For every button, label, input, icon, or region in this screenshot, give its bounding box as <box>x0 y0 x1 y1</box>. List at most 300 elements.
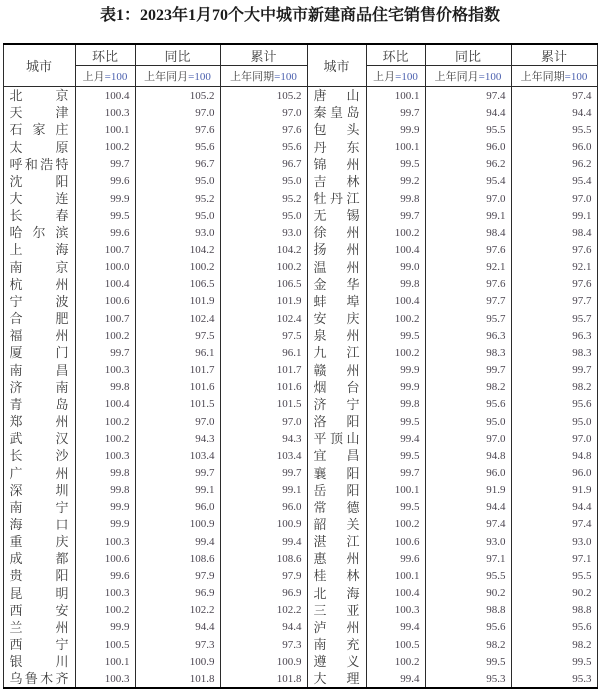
mom-value: 99.8 <box>366 396 425 413</box>
table-row <box>3 190 597 207</box>
base-value: =100 <box>564 71 588 83</box>
city-name: 唐山 <box>313 88 360 104</box>
city-name: 深圳 <box>9 482 69 498</box>
city-cell <box>3 516 75 533</box>
cum-value: 100.2 <box>220 259 307 276</box>
city-name: 宁波 <box>9 293 69 309</box>
cum-value: 95.3 <box>511 670 597 688</box>
mom-value: 100.7 <box>75 310 135 327</box>
city-name: 广州 <box>9 465 69 481</box>
base-yoy-right <box>425 66 511 87</box>
cum-value: 101.8 <box>220 670 307 688</box>
city-name: 上海 <box>9 242 69 258</box>
table-row <box>3 87 597 105</box>
mom-value: 100.6 <box>75 293 135 310</box>
yoy-value: 94.8 <box>425 447 511 464</box>
yoy-value: 94.3 <box>135 430 220 447</box>
yoy-value: 101.9 <box>135 293 220 310</box>
price-index-table <box>3 43 598 689</box>
city-cell <box>307 430 366 447</box>
city-cell <box>3 87 75 105</box>
mom-value: 99.8 <box>75 464 135 481</box>
mom-value: 99.7 <box>366 207 425 224</box>
city-name: 泉州 <box>313 328 360 344</box>
city-cell <box>307 173 366 190</box>
city-name: 济宁 <box>313 396 360 412</box>
yoy-value: 97.0 <box>425 190 511 207</box>
city-cell <box>3 241 75 258</box>
mom-value: 99.7 <box>75 344 135 361</box>
city-cell <box>307 293 366 310</box>
yoy-value: 95.0 <box>135 173 220 190</box>
yoy-value: 99.1 <box>135 482 220 499</box>
city-cell <box>3 259 75 276</box>
base-mom-right <box>366 66 425 87</box>
cum-value: 101.9 <box>220 293 307 310</box>
mom-value: 100.1 <box>366 138 425 155</box>
mom-value: 99.8 <box>366 276 425 293</box>
yoy-value: 96.1 <box>135 344 220 361</box>
mom-value: 99.5 <box>75 207 135 224</box>
mom-value: 100.2 <box>75 138 135 155</box>
cum-value: 99.5 <box>511 653 597 670</box>
cum-value: 93.0 <box>511 533 597 550</box>
mom-value: 100.3 <box>75 447 135 464</box>
cum-value: 95.4 <box>511 173 597 190</box>
city-name: 西宁 <box>9 637 69 653</box>
cum-value: 106.5 <box>220 276 307 293</box>
city-cell <box>307 619 366 636</box>
city-cell <box>3 585 75 602</box>
city-name: 吉林 <box>313 173 360 189</box>
base-label: 上年同月 <box>144 71 189 83</box>
city-cell <box>307 447 366 464</box>
city-name: 锦州 <box>313 156 360 172</box>
city-cell <box>307 207 366 224</box>
cum-value: 94.4 <box>511 104 597 121</box>
yoy-value: 95.2 <box>135 190 220 207</box>
cum-value: 96.9 <box>220 585 307 602</box>
city-cell <box>3 344 75 361</box>
mom-value: 99.6 <box>75 224 135 241</box>
mom-value: 100.1 <box>366 482 425 499</box>
yoy-value: 91.9 <box>425 482 511 499</box>
base-mom-left <box>75 66 135 87</box>
city-name: 太原 <box>9 139 69 155</box>
cum-value: 95.6 <box>220 138 307 155</box>
table-row <box>3 585 597 602</box>
table-row <box>3 293 597 310</box>
cum-value: 95.0 <box>511 413 597 430</box>
base-cum-left <box>220 66 307 87</box>
cum-value: 95.6 <box>511 396 597 413</box>
city-cell <box>307 190 366 207</box>
table-row <box>3 550 597 567</box>
table-row <box>3 379 597 396</box>
city-name: 重庆 <box>9 534 69 550</box>
base-value: =100 <box>104 71 128 83</box>
cum-value: 95.5 <box>511 567 597 584</box>
city-cell <box>3 430 75 447</box>
cum-value: 97.0 <box>220 104 307 121</box>
yoy-value: 97.5 <box>135 327 220 344</box>
yoy-value: 97.1 <box>425 550 511 567</box>
city-cell <box>3 327 75 344</box>
yoy-value: 96.9 <box>135 585 220 602</box>
table-row <box>3 619 597 636</box>
cum-value: 96.7 <box>220 156 307 173</box>
cum-value: 96.0 <box>511 138 597 155</box>
city-cell <box>307 653 366 670</box>
city-cell <box>3 310 75 327</box>
city-cell <box>3 104 75 121</box>
cum-value: 105.2 <box>220 87 307 105</box>
yoy-value: 90.2 <box>425 585 511 602</box>
city-name: 杭州 <box>9 276 69 292</box>
city-cell <box>3 464 75 481</box>
mom-value: 100.2 <box>75 327 135 344</box>
mom-value: 99.6 <box>366 550 425 567</box>
table-row <box>3 567 597 584</box>
yoy-value: 97.6 <box>425 276 511 293</box>
yoy-value: 100.2 <box>135 259 220 276</box>
city-cell <box>307 516 366 533</box>
city-name: 长沙 <box>9 448 69 464</box>
yoy-value: 96.3 <box>425 327 511 344</box>
mom-value: 99.4 <box>366 670 425 688</box>
city-name: 石家庄 <box>9 122 69 138</box>
mom-value: 100.2 <box>75 430 135 447</box>
cum-value: 97.0 <box>511 190 597 207</box>
city-name: 无锡 <box>313 208 360 224</box>
mom-value: 100.4 <box>366 293 425 310</box>
mom-value: 99.9 <box>366 121 425 138</box>
cum-value: 96.2 <box>511 156 597 173</box>
city-cell <box>3 156 75 173</box>
cum-value: 104.2 <box>220 241 307 258</box>
mom-value: 100.4 <box>75 396 135 413</box>
cum-value: 95.5 <box>511 121 597 138</box>
mom-value: 100.5 <box>75 636 135 653</box>
cum-value: 97.4 <box>511 516 597 533</box>
mom-value: 100.2 <box>366 516 425 533</box>
yoy-value: 94.4 <box>425 104 511 121</box>
city-cell <box>307 241 366 258</box>
city-name: 北海 <box>313 585 360 601</box>
base-label: 上年同期 <box>520 71 565 83</box>
yoy-value: 100.9 <box>135 653 220 670</box>
city-cell <box>307 396 366 413</box>
cum-value: 97.9 <box>220 567 307 584</box>
table-row <box>3 447 597 464</box>
mom-value: 99.6 <box>75 567 135 584</box>
yoy-value: 95.3 <box>425 670 511 688</box>
mom-value: 99.8 <box>75 482 135 499</box>
yoy-value: 95.0 <box>425 413 511 430</box>
table-row <box>3 138 597 155</box>
mom-value: 99.9 <box>366 362 425 379</box>
yoy-value: 93.0 <box>425 533 511 550</box>
cum-value: 97.6 <box>220 121 307 138</box>
city-cell <box>3 602 75 619</box>
city-name: 常德 <box>313 499 360 515</box>
city-cell <box>3 293 75 310</box>
table-row <box>3 327 597 344</box>
city-name: 金华 <box>313 276 360 292</box>
cum-value: 96.0 <box>220 499 307 516</box>
mom-value: 99.5 <box>366 156 425 173</box>
city-name: 乌鲁木齐 <box>9 671 69 687</box>
mom-value: 99.8 <box>366 190 425 207</box>
yoy-value: 95.7 <box>425 310 511 327</box>
city-name: 南昌 <box>9 362 69 378</box>
city-cell <box>3 276 75 293</box>
city-name: 三亚 <box>313 602 360 618</box>
col-header-yoy-left: 同比 <box>135 44 220 66</box>
cum-value: 100.9 <box>220 516 307 533</box>
city-name: 襄阳 <box>313 465 360 481</box>
yoy-value: 100.9 <box>135 516 220 533</box>
yoy-value: 96.0 <box>135 499 220 516</box>
city-name: 长春 <box>9 208 69 224</box>
cum-value: 97.7 <box>511 293 597 310</box>
yoy-value: 95.6 <box>135 138 220 155</box>
yoy-value: 97.4 <box>425 87 511 105</box>
city-cell <box>307 379 366 396</box>
cum-value: 96.0 <box>511 464 597 481</box>
mom-value: 100.4 <box>75 87 135 105</box>
yoy-value: 94.4 <box>425 499 511 516</box>
mom-value: 100.1 <box>75 121 135 138</box>
city-name: 大连 <box>9 191 69 207</box>
mom-value: 100.2 <box>366 224 425 241</box>
table-row <box>3 310 597 327</box>
city-cell <box>3 396 75 413</box>
yoy-value: 96.7 <box>135 156 220 173</box>
table-row <box>3 499 597 516</box>
city-cell <box>3 533 75 550</box>
mom-value: 100.1 <box>75 653 135 670</box>
col-header-yoy-right: 同比 <box>425 44 511 66</box>
city-name: 遵义 <box>313 654 360 670</box>
mom-value: 100.4 <box>366 241 425 258</box>
table-header <box>3 44 597 87</box>
yoy-value: 98.2 <box>425 379 511 396</box>
yoy-value: 97.9 <box>135 567 220 584</box>
city-cell <box>307 499 366 516</box>
city-name: 郑州 <box>9 414 69 430</box>
city-cell <box>307 413 366 430</box>
base-cum-right <box>511 66 597 87</box>
city-cell <box>3 636 75 653</box>
city-name: 南宁 <box>9 499 69 515</box>
city-name: 合肥 <box>9 311 69 327</box>
city-cell <box>3 224 75 241</box>
mom-value: 100.4 <box>75 276 135 293</box>
mom-value: 99.7 <box>366 104 425 121</box>
city-cell <box>307 259 366 276</box>
table-row <box>3 413 597 430</box>
city-cell <box>3 138 75 155</box>
city-cell <box>307 585 366 602</box>
yoy-value: 97.0 <box>425 430 511 447</box>
city-cell <box>307 567 366 584</box>
city-name: 贵阳 <box>9 568 69 584</box>
city-name: 韶关 <box>313 516 360 532</box>
base-label: 上年同月 <box>434 71 479 83</box>
city-cell <box>3 447 75 464</box>
table-row <box>3 173 597 190</box>
city-cell <box>307 482 366 499</box>
table-row <box>3 464 597 481</box>
mom-value: 100.6 <box>75 550 135 567</box>
mom-value: 99.7 <box>75 156 135 173</box>
cum-value: 96.1 <box>220 344 307 361</box>
city-name: 宜昌 <box>313 448 360 464</box>
cum-value: 97.0 <box>511 430 597 447</box>
cum-value: 94.8 <box>511 447 597 464</box>
city-name: 洛阳 <box>313 414 360 430</box>
city-name: 桂林 <box>313 568 360 584</box>
mom-value: 100.4 <box>366 585 425 602</box>
cum-value: 98.8 <box>511 602 597 619</box>
city-cell <box>307 550 366 567</box>
cum-value: 95.2 <box>220 190 307 207</box>
yoy-value: 101.8 <box>135 670 220 688</box>
yoy-value: 96.0 <box>425 138 511 155</box>
table-row <box>3 636 597 653</box>
cum-value: 97.6 <box>511 276 597 293</box>
cum-value: 97.0 <box>220 413 307 430</box>
cum-value: 97.5 <box>220 327 307 344</box>
city-cell <box>3 362 75 379</box>
city-cell <box>307 104 366 121</box>
city-name: 海口 <box>9 516 69 532</box>
city-cell <box>307 224 366 241</box>
yoy-value: 101.7 <box>135 362 220 379</box>
city-cell <box>307 464 366 481</box>
city-cell <box>307 362 366 379</box>
col-header-mom-right: 环比 <box>366 44 425 66</box>
yoy-value: 94.4 <box>135 619 220 636</box>
yoy-value: 97.6 <box>425 241 511 258</box>
city-name: 南充 <box>313 637 360 653</box>
table-row <box>3 396 597 413</box>
cum-value: 95.7 <box>511 310 597 327</box>
mom-value: 99.2 <box>366 173 425 190</box>
cum-value: 98.3 <box>511 344 597 361</box>
city-cell <box>3 207 75 224</box>
cum-value: 102.2 <box>220 602 307 619</box>
mom-value: 99.5 <box>366 327 425 344</box>
yoy-value: 99.5 <box>425 653 511 670</box>
yoy-value: 101.6 <box>135 379 220 396</box>
city-name: 温州 <box>313 259 360 275</box>
cum-value: 95.6 <box>511 619 597 636</box>
city-name: 秦皇岛 <box>313 105 360 121</box>
table-title: 表1：2023年1月70个大中城市新建商品住宅销售价格指数 <box>99 7 500 24</box>
mom-value: 100.3 <box>75 533 135 550</box>
cum-value: 97.1 <box>511 550 597 567</box>
table-row <box>3 121 597 138</box>
yoy-value: 96.2 <box>425 156 511 173</box>
yoy-value: 103.4 <box>135 447 220 464</box>
table-row <box>3 259 597 276</box>
city-name: 济南 <box>9 379 69 395</box>
mom-value: 99.9 <box>75 190 135 207</box>
city-cell <box>307 636 366 653</box>
table-row <box>3 241 597 258</box>
yoy-value: 98.3 <box>425 344 511 361</box>
city-name: 湛江 <box>313 534 360 550</box>
yoy-value: 97.7 <box>425 293 511 310</box>
city-name: 武汉 <box>9 431 69 447</box>
cum-value: 99.4 <box>220 533 307 550</box>
base-label: 上月 <box>373 71 396 83</box>
city-name: 安庆 <box>313 311 360 327</box>
cum-value: 99.1 <box>511 207 597 224</box>
header-row-groups <box>3 44 597 66</box>
city-cell <box>3 567 75 584</box>
city-name: 兰州 <box>9 619 69 635</box>
col-header-cum-right: 累计 <box>511 44 597 66</box>
yoy-value: 105.2 <box>135 87 220 105</box>
table-row <box>3 533 597 550</box>
mom-value: 99.9 <box>75 499 135 516</box>
city-name: 丹东 <box>313 139 360 155</box>
cum-value: 102.4 <box>220 310 307 327</box>
base-value: =100 <box>395 71 418 83</box>
city-name: 徐州 <box>313 225 360 241</box>
yoy-value: 95.4 <box>425 173 511 190</box>
cum-value: 92.1 <box>511 259 597 276</box>
table-row <box>3 670 597 688</box>
city-cell <box>307 533 366 550</box>
mom-value: 99.9 <box>75 516 135 533</box>
base-value: =100 <box>188 71 211 83</box>
cum-value: 101.7 <box>220 362 307 379</box>
city-cell <box>3 121 75 138</box>
yoy-value: 95.6 <box>425 619 511 636</box>
cum-value: 94.4 <box>511 499 597 516</box>
city-name: 南京 <box>9 259 69 275</box>
table-row <box>3 482 597 499</box>
table-row <box>3 276 597 293</box>
table-body <box>3 87 597 689</box>
mom-value: 99.9 <box>366 379 425 396</box>
cum-value: 108.6 <box>220 550 307 567</box>
cum-value: 97.3 <box>220 636 307 653</box>
city-name: 厦门 <box>9 345 69 361</box>
yoy-value: 97.0 <box>135 104 220 121</box>
base-yoy-left <box>135 66 220 87</box>
yoy-value: 99.1 <box>425 207 511 224</box>
yoy-value: 102.2 <box>135 602 220 619</box>
col-header-city-left: 城市 <box>3 44 75 87</box>
base-label: 上月 <box>82 71 105 83</box>
cum-value: 99.7 <box>220 464 307 481</box>
table-row <box>3 362 597 379</box>
mom-value: 100.2 <box>75 602 135 619</box>
cum-value: 97.4 <box>511 87 597 105</box>
cum-value: 97.6 <box>511 241 597 258</box>
yoy-value: 95.5 <box>425 567 511 584</box>
yoy-value: 99.4 <box>135 533 220 550</box>
yoy-value: 98.2 <box>425 636 511 653</box>
mom-value: 99.8 <box>75 379 135 396</box>
yoy-value: 99.7 <box>425 362 511 379</box>
city-name: 天津 <box>9 105 69 121</box>
